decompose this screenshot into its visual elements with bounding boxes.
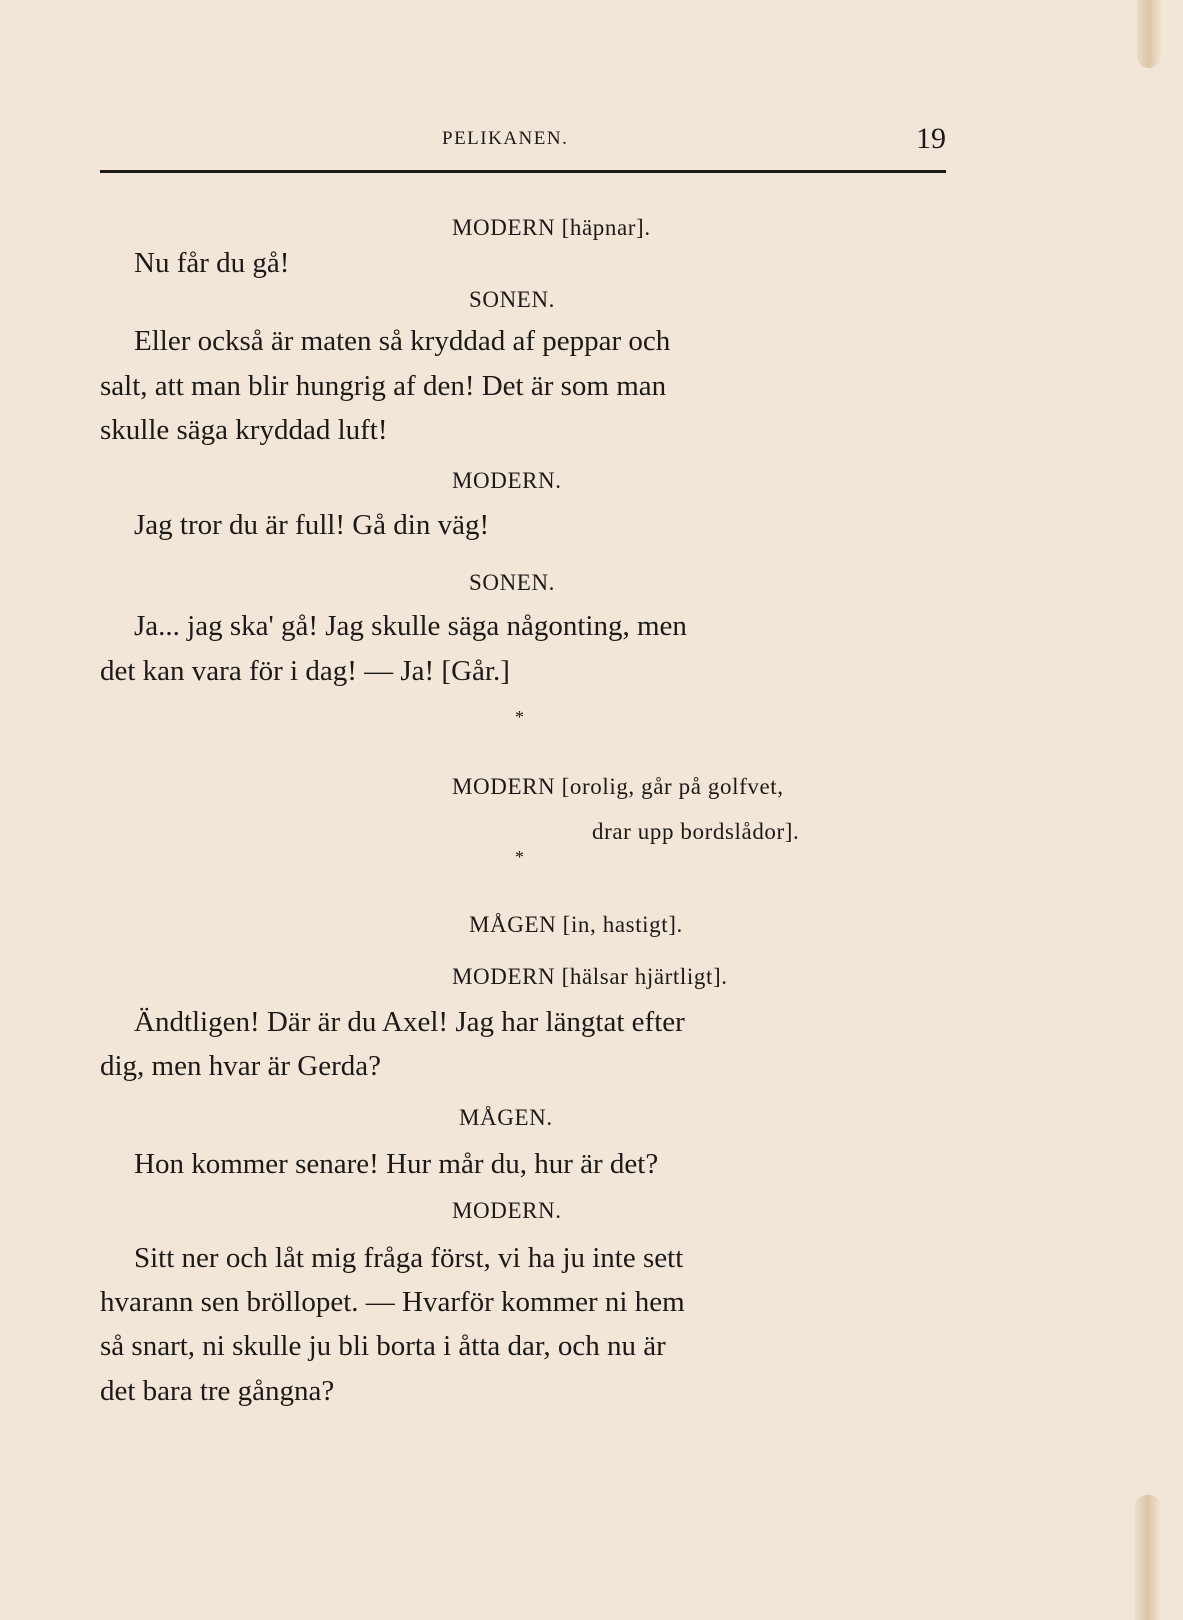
- dialogue-line-4: skulle säga kryddad luft!: [100, 414, 388, 446]
- scene-star-2: *: [515, 847, 524, 867]
- dialogue-line-8: Ändtligen! Där är du Axel! Jag har längtat efter: [134, 1006, 685, 1038]
- speaker-modern-5: MODERN.: [452, 1198, 562, 1223]
- dialogue-line-7: det kan vara för i dag! — Ja! [Går.]: [100, 655, 510, 687]
- dialogue-line-9: dig, men hvar är Gerda?: [100, 1050, 382, 1082]
- dialogue-line-5: Jag tror du är full! Gå din väg!: [134, 509, 490, 541]
- page-edge-bottom: [1135, 1495, 1161, 1620]
- dialogue-line-6: Ja... jag ska' gå! Jag skulle säga någonting, men: [134, 610, 687, 642]
- dialogue-line-11: Sitt ner och låt mig fråga först, vi ha ju inte sett: [134, 1242, 684, 1274]
- dialogue-line-1: Nu får du gå!: [134, 247, 290, 279]
- page-header: [100, 124, 946, 174]
- speaker-magen-1: MÅGEN [in, hastigt].: [469, 912, 683, 937]
- header-rule: [100, 170, 946, 173]
- speaker-modern-4: MODERN [hälsar hjärtligt].: [452, 964, 728, 989]
- speaker-modern-1: MODERN [häpnar].: [452, 215, 651, 240]
- speaker-modern-2: MODERN.: [452, 468, 562, 493]
- speaker-modern-3b: drar upp bordslådor].: [592, 819, 800, 844]
- dialogue-line-3: salt, att man blir hungrig af den! Det är som man: [100, 370, 667, 402]
- dialogue-line-10: Hon kommer senare! Hur mår du, hur är det?: [134, 1148, 659, 1180]
- scene-star-1: *: [515, 707, 524, 727]
- speaker-sonen-2: SONEN.: [469, 570, 556, 595]
- dialogue-line-14: det bara tre gångna?: [100, 1375, 335, 1407]
- page-edge-top: [1137, 0, 1161, 68]
- page-number: 19: [916, 122, 946, 155]
- speaker-modern-3a: MODERN [orolig, går på golfvet,: [452, 774, 784, 799]
- dialogue-line-12: hvarann sen bröllopet. — Hvarför kommer ni hem: [100, 1286, 685, 1318]
- speaker-sonen-1: SONEN.: [469, 287, 556, 312]
- dialogue-line-13: så snart, ni skulle ju bli borta i åtta dar, och nu är: [100, 1330, 666, 1362]
- running-title: PELIKANEN.: [442, 128, 569, 149]
- speaker-magen-2: MÅGEN.: [459, 1105, 553, 1130]
- dialogue-line-2: Eller också är maten så kryddad af peppar och: [134, 325, 671, 357]
